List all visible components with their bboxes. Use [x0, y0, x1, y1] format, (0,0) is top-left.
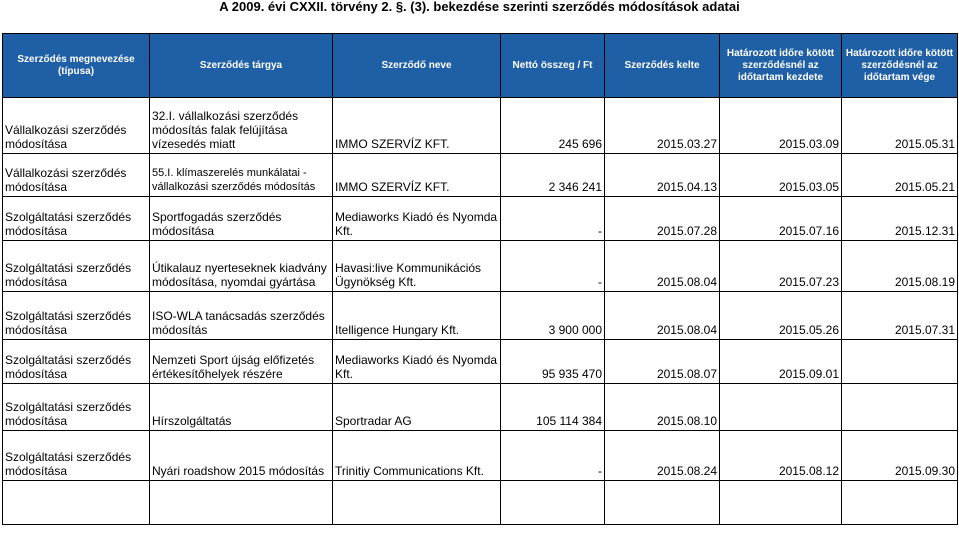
- cell-date: 2015.08.24: [605, 431, 720, 481]
- cell-party: Itelligence Hungary Kft.: [333, 292, 501, 340]
- cell-amount: 3 900 000: [501, 292, 605, 340]
- cell-subject: Útikalauz nyerteseknek kiadvány módosítása, nyomdai gyártása: [150, 241, 333, 292]
- cell-start: [720, 481, 842, 525]
- cell-amount: 95 935 470: [501, 340, 605, 384]
- header-date: Szerződés kelte: [605, 34, 720, 98]
- cell-amount: -: [501, 197, 605, 241]
- cell-party: Mediaworks Kiadó és Nyomda Kft.: [333, 340, 501, 384]
- cell-party: Mediaworks Kiadó és Nyomda Kft.: [333, 197, 501, 241]
- cell-end: 2015.05.31: [842, 98, 958, 154]
- cell-start: 2015.08.12: [720, 431, 842, 481]
- cell-subject: Hírszolgáltatás: [150, 384, 333, 431]
- cell-type: Vállalkozási szerződés módosítása: [3, 154, 150, 197]
- cell-start: 2015.03.09: [720, 98, 842, 154]
- cell-amount: 105 114 384: [501, 384, 605, 431]
- cell-party: IMMO SZERVÍZ KFT.: [333, 98, 501, 154]
- cell-type: Szolgáltatási szerződés módosítása: [3, 197, 150, 241]
- cell-end: 2015.07.31: [842, 292, 958, 340]
- cell-type: Vállalkozási szerződés módosítása: [3, 98, 150, 154]
- cell-end: [842, 340, 958, 384]
- cell-party: [333, 481, 501, 525]
- cell-type: Szolgáltatási szerződés módosítása: [3, 340, 150, 384]
- cell-date: 2015.08.07: [605, 340, 720, 384]
- cell-end: 2015.12.31: [842, 197, 958, 241]
- cell-date: 2015.07.28: [605, 197, 720, 241]
- header-party: Szerződő neve: [333, 34, 501, 98]
- cell-end: 2015.05.21: [842, 154, 958, 197]
- cell-amount: -: [501, 431, 605, 481]
- cell-start: 2015.09.01: [720, 340, 842, 384]
- header-start: Határozott időre kötött szerződésnél az időtartam kezdete: [720, 34, 842, 98]
- header-amount: Nettó összeg / Ft: [501, 34, 605, 98]
- cell-party: Trinitiy Communications Kft.: [333, 431, 501, 481]
- cell-amount: 2 346 241: [501, 154, 605, 197]
- cell-date: 2015.03.27: [605, 98, 720, 154]
- cell-type: Szolgáltatási szerződés módosítása: [3, 431, 150, 481]
- contracts-table: [2, 33, 958, 525]
- table-row: [3, 197, 958, 241]
- table-row: [3, 431, 958, 481]
- cell-date: 2015.08.04: [605, 241, 720, 292]
- cell-type: Szolgáltatási szerződés módosítása: [3, 384, 150, 431]
- cell-party: Havasi:live Kommunikációs Ügynökség Kft.: [333, 241, 501, 292]
- cell-date: [605, 481, 720, 525]
- cell-end: [842, 384, 958, 431]
- cell-party: IMMO SZERVÍZ KFT.: [333, 154, 501, 197]
- header-subject: Szerződés tárgya: [150, 34, 333, 98]
- table-row: [3, 98, 958, 154]
- page-title: A 2009. évi CXXII. törvény 2. §. (3). bekezdése szerinti szerződés módosítások adatai: [219, 0, 740, 14]
- cell-end: [842, 481, 958, 525]
- cell-subject: Sportfogadás szerződés módosítása: [150, 197, 333, 241]
- table-row: [3, 292, 958, 340]
- cell-subject: 55.I. klímaszerelés munkálatai - vállalkozási szerződés módosítás: [150, 154, 333, 197]
- cell-start: 2015.05.26: [720, 292, 842, 340]
- cell-amount: [501, 481, 605, 525]
- cell-end: 2015.08.19: [842, 241, 958, 292]
- cell-subject: ISO-WLA tanácsadás szerződés módosítás: [150, 292, 333, 340]
- table-row: [3, 241, 958, 292]
- table-row: [3, 384, 958, 431]
- cell-party: Sportradar AG: [333, 384, 501, 431]
- cell-end: 2015.09.30: [842, 431, 958, 481]
- cell-start: 2015.07.23: [720, 241, 842, 292]
- cell-subject: 32.I. vállalkozási szerződés módosítás falak felújítása vízesedés miatt: [150, 98, 333, 154]
- cell-start: [720, 384, 842, 431]
- cell-subject: Nemzeti Sport újság előfizetés értékesítőhelyek részére: [150, 340, 333, 384]
- cell-amount: 245 696: [501, 98, 605, 154]
- cell-type: [3, 481, 150, 525]
- header-type: Szerződés megnevezése (típusa): [3, 34, 150, 98]
- cell-subject: [150, 481, 333, 525]
- cell-subject: Nyári roadshow 2015 módosítás: [150, 431, 333, 481]
- cell-amount: -: [501, 241, 605, 292]
- cell-date: 2015.08.10: [605, 384, 720, 431]
- table-row: [3, 154, 958, 197]
- cell-date: 2015.08.04: [605, 292, 720, 340]
- cell-type: Szolgáltatási szerződés módosítása: [3, 292, 150, 340]
- table-row: [3, 340, 958, 384]
- cell-date: 2015.04.13: [605, 154, 720, 197]
- cell-type: Szolgáltatási szerződés módosítása: [3, 241, 150, 292]
- header-end: Határozott időre kötött szerződésnél az időtartam vége: [842, 34, 958, 98]
- cell-start: 2015.07.16: [720, 197, 842, 241]
- cell-start: 2015.03.05: [720, 154, 842, 197]
- table-row: [3, 481, 958, 525]
- header-row: [3, 34, 958, 98]
